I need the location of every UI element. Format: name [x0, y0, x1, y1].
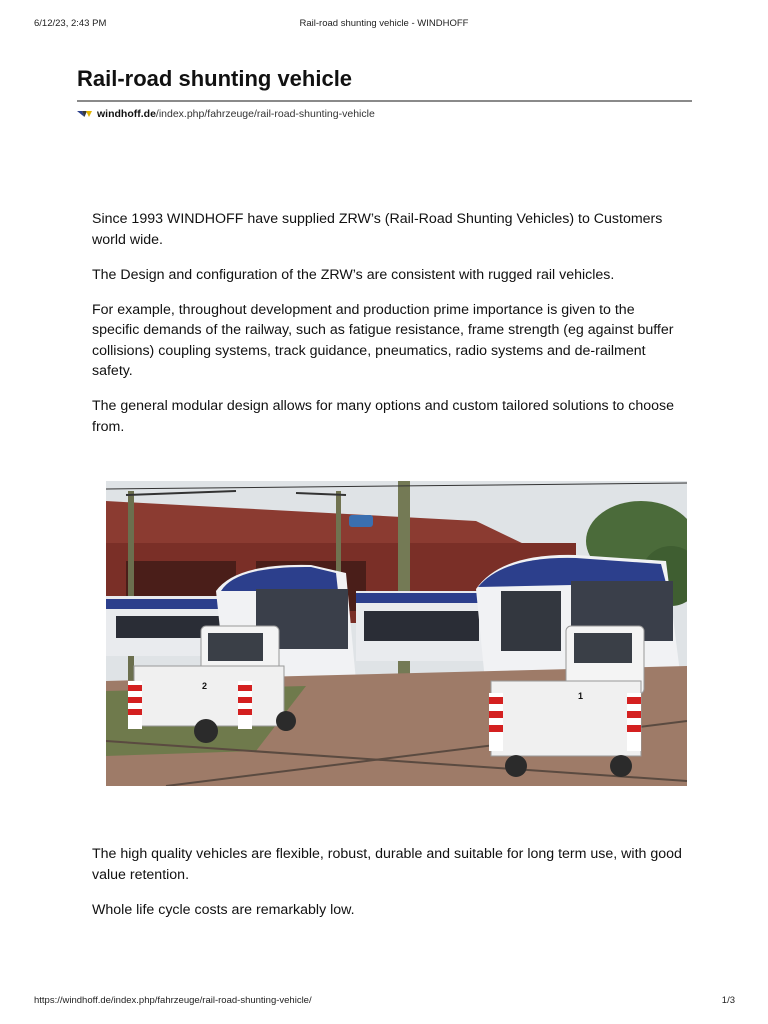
article-title: Rail-road shunting vehicle	[77, 66, 353, 91]
paragraph: For example, throughout development and production prime importance is given to the specific demands of the railway, such as fatigue resistance, frame strength (eg against buffer collisions) coupling systems, track guidance, pneumatics, radio systems and de-railment safety.	[92, 301, 674, 379]
title-divider	[77, 100, 692, 102]
article-body	[92, 209, 682, 452]
paragraph: Whole life cycle costs are remarkably low.	[92, 901, 355, 918]
shunting-vehicles-photo	[106, 481, 687, 786]
page-indicator: 1/3	[721, 995, 735, 1006]
source-domain: windhoff.de	[97, 108, 156, 120]
article-body-continued	[92, 844, 682, 935]
paragraph: The high quality vehicles are flexible, robust, durable and suitable for long term use, with good value retention.	[92, 846, 682, 883]
vehicle-number-2: 2	[202, 681, 208, 691]
print-header	[0, 18, 768, 32]
paragraph: Since 1993 WINDHOFF have supplied ZRW’s (Rail-Road Shunting Vehicles) to Customers world wide.	[92, 211, 663, 248]
vehicle-number-1: 1	[578, 691, 584, 701]
paragraph: The Design and configuration of the ZRW’s are consistent with rugged rail vehicles.	[92, 266, 615, 283]
paragraph: The general modular design allows for many options and custom tailored solutions to choose from.	[92, 398, 675, 435]
print-page-title: Rail-road shunting vehicle - WINDHOFF	[299, 18, 469, 29]
windhoff-logo-icon	[77, 109, 92, 119]
print-datetime: 6/12/23, 2:43 PM	[34, 18, 107, 29]
print-url: https://windhoff.de/index.php/fahrzeuge/rail-road-shunting-vehicle/	[34, 995, 312, 1006]
source-link[interactable]	[77, 108, 375, 120]
source-path: /index.php/fahrzeuge/rail-road-shunting-vehicle	[155, 108, 375, 120]
